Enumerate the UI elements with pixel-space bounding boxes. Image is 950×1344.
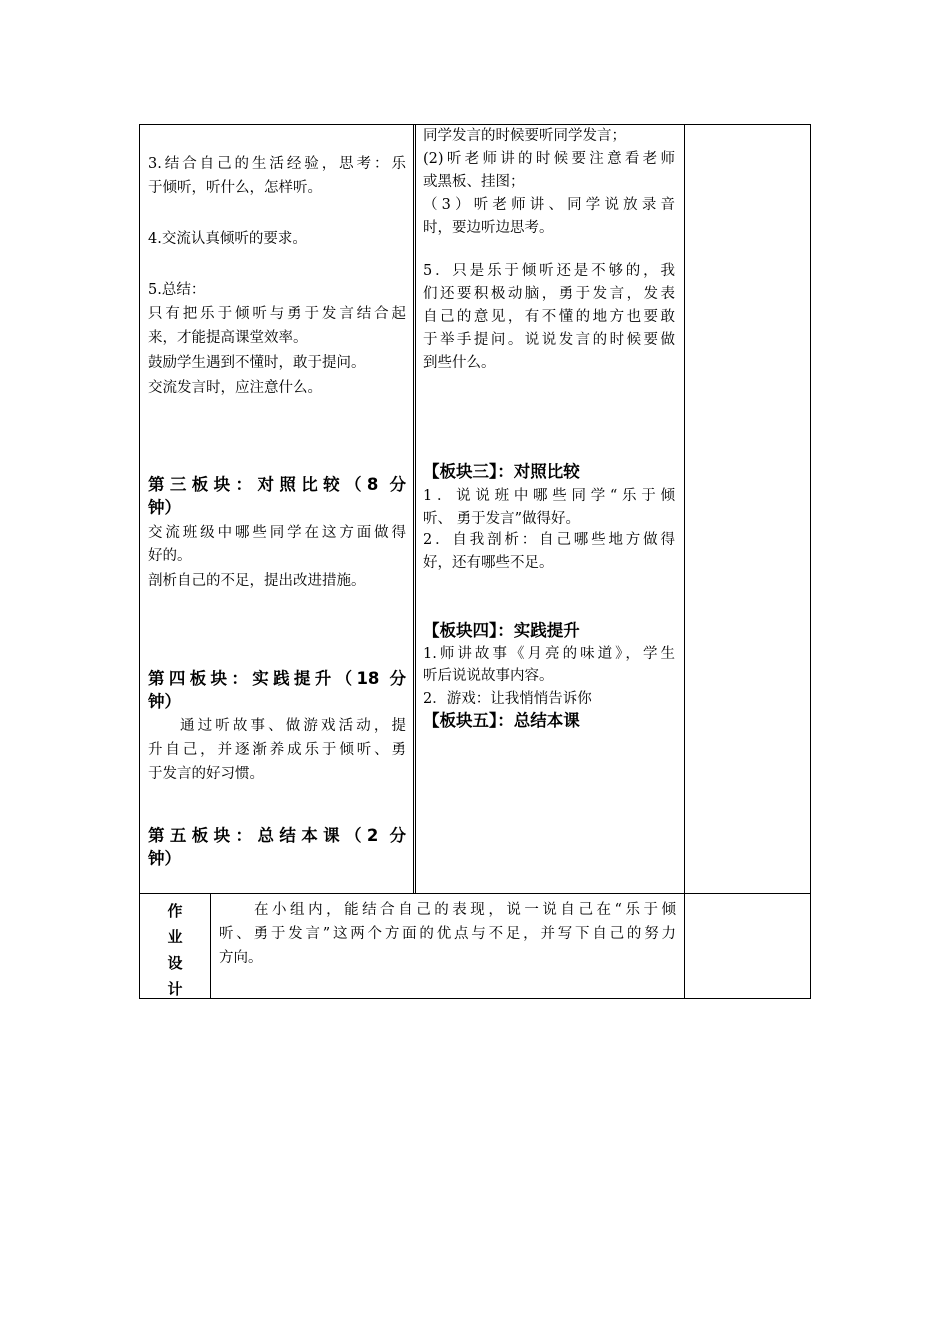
mid-item5-line2: 们还要积极动脑，勇于发言，发表 [423, 286, 675, 302]
left-sec4-line3: 于发言的好习惯。 [148, 766, 264, 782]
homework-label-char-3: 设 [167, 954, 183, 972]
left-item3-line1: 3.结合自己的生活经验，思考：乐 [148, 156, 406, 172]
homework-right-cell [685, 894, 810, 998]
homework-content-cell [211, 894, 684, 998]
left-sec4-line1: 通过听故事、做游戏活动，提 [180, 718, 406, 734]
mid-block5-title: 【板块五】：总结本课 [423, 711, 580, 730]
homework-label-char-4: 计 [167, 980, 183, 998]
mid-block3-line1: 1．说说班中哪些同学“乐于倾 [423, 488, 675, 504]
mid-item5-line4: 于举手提问。说说发言的时候要做 [423, 332, 675, 348]
left-item5-line3: 鼓励学生遇到不懂时，敢于提问。 [148, 355, 366, 371]
left-item5-title: 5.总结： [148, 282, 206, 298]
left-sec4-line2: 升自己，并逐渐养成乐于倾听、勇 [148, 742, 406, 758]
homework-label-char-1: 作 [167, 902, 183, 920]
table-border-right [810, 124, 811, 999]
mid-block3-line4: 好，还有哪些不足。 [423, 555, 554, 571]
mid-block3-line2: 听、 勇于发言”做得好。 [423, 511, 581, 527]
left-item5-line1: 只有把乐于倾听与勇于发言结合起 [148, 306, 406, 322]
left-sec3-line2: 好的。 [148, 548, 192, 564]
homework-line1: 在小组内，能结合自己的表现，说一说自己在“乐于倾 [254, 902, 676, 918]
mid-block3-title: 【板块三】：对照比较 [423, 462, 580, 481]
left-sec3-title-line2: 钟） [148, 498, 181, 517]
homework-label-char-2: 业 [167, 928, 183, 946]
homework-label-cell [140, 894, 210, 998]
mid-block4-line1: 1.师讲故事《月亮的味道》，学生 [423, 646, 675, 662]
mid-item5-line1: 5．只是乐于倾听还是不够的，我 [423, 263, 675, 279]
mid-block4-line3: 2．游戏：让我悄悄告诉你 [423, 691, 592, 707]
mid-top-line5: 时，要边听边思考。 [423, 220, 554, 236]
mid-top-line4: （3）听老师讲、同学说放录音 [423, 197, 675, 213]
left-sec5-title-line2: 钟） [148, 849, 181, 868]
homework-line2: 听、勇于发言”这两个方面的优点与不足，并写下自己的努力 [219, 926, 676, 942]
left-sec3-line3: 剖析自己的不足，提出改进措施。 [148, 573, 366, 589]
left-sec3-line1: 交流班级中哪些同学在这方面做得 [148, 525, 406, 541]
right-column-cell [685, 125, 810, 893]
mid-block4-line2: 听后说说故事内容。 [423, 668, 554, 684]
left-column-cell [140, 125, 413, 893]
left-item5-line2: 来，才能提高课堂效率。 [148, 330, 308, 346]
left-item5-line4: 交流发言时，应注意什么。 [148, 380, 322, 396]
left-sec4-title-line2: 钟） [148, 692, 181, 711]
homework-line3: 方向。 [219, 950, 263, 966]
table-border-bottom [139, 998, 811, 999]
left-item4: 4.交流认真倾听的要求。 [148, 231, 307, 247]
mid-item5-line3: 自己的意见，有不懂的地方也要敢 [423, 309, 675, 325]
mid-item5-line5: 到些什么。 [423, 355, 496, 371]
mid-top-line1: 同学发言的时候要听同学发言； [423, 128, 626, 144]
left-item3-line2: 于倾听，听什么，怎样听。 [148, 180, 322, 196]
middle-column-cell [416, 125, 684, 893]
mid-top-line2: (2)听老师讲的时候要注意看老师 [423, 151, 675, 167]
mid-top-line3: 或黑板、挂图； [423, 174, 525, 190]
mid-block3-line3: 2．自我剖析：自己哪些地方做得 [423, 532, 675, 548]
left-sec4-title-line1: 第四板块：实践提升（18 分 [148, 669, 406, 688]
left-sec5-title-line1: 第五板块：总结本课（2 分 [148, 826, 406, 845]
mid-block4-title: 【板块四】：实践提升 [423, 621, 580, 640]
table-divider-col1 [413, 124, 414, 894]
left-sec3-title-line1: 第三板块：对照比较（8 分 [148, 475, 406, 494]
